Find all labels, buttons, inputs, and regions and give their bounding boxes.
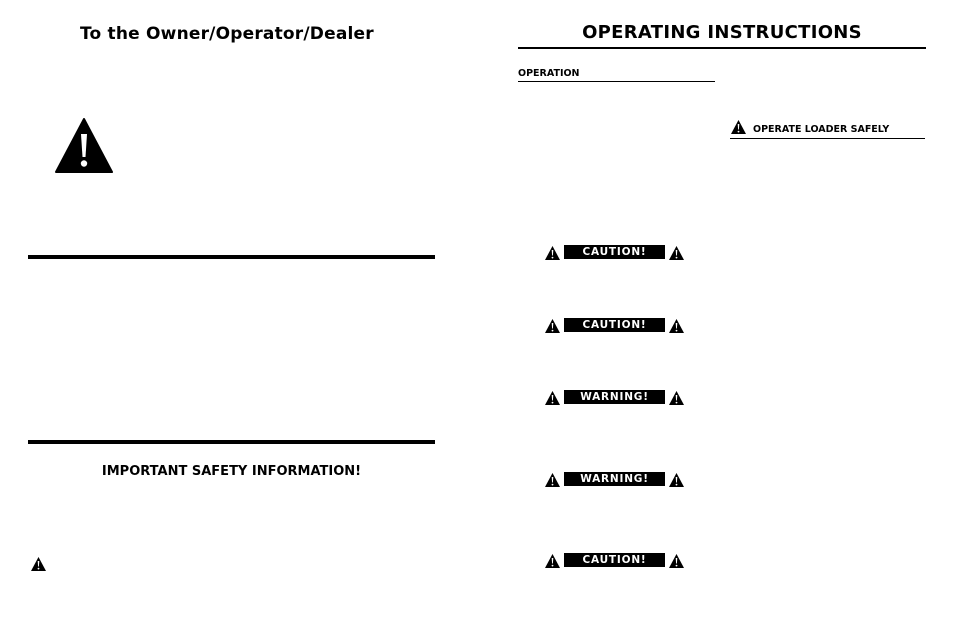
- operate-loader-safely-heading: OPERATE LOADER SAFELY: [753, 124, 890, 135]
- warning-triangle-icon: [668, 318, 685, 334]
- caution-label-1: [544, 244, 686, 262]
- warning-label-text: WARNING!: [564, 390, 665, 404]
- caution-label-2: [544, 317, 686, 335]
- section-divider-bottom: [28, 440, 435, 444]
- safety-info-heading: IMPORTANT SAFETY INFORMATION!: [101, 464, 362, 479]
- caution-label-3: [544, 552, 686, 570]
- warning-triangle-icon: [668, 390, 685, 406]
- right-page-title: OPERATING INSTRUCTIONS: [582, 22, 862, 43]
- warning-label-text: WARNING!: [564, 472, 665, 486]
- small-warning-triangle-icon: [30, 556, 47, 572]
- warning-triangle-icon: [544, 318, 561, 334]
- warning-triangle-icon: [668, 553, 685, 569]
- operation-underline: [518, 81, 715, 82]
- operate-safely-warning-icon: [730, 119, 747, 135]
- warning-triangle-icon: [668, 472, 685, 488]
- section-divider-top: [28, 255, 435, 259]
- operate-safely-underline: [730, 138, 925, 139]
- warning-triangle-icon: [544, 472, 561, 488]
- warning-triangle-icon: [544, 390, 561, 406]
- operation-heading: OPERATION: [518, 68, 580, 79]
- warning-label-2: [544, 471, 686, 489]
- caution-label-text: CAUTION!: [564, 553, 665, 567]
- warning-label-1: [544, 389, 686, 407]
- warning-triangle-icon: [544, 553, 561, 569]
- caution-label-text: CAUTION!: [564, 318, 665, 332]
- warning-triangle-icon: [544, 245, 561, 261]
- warning-triangle-icon: [668, 245, 685, 261]
- large-warning-triangle-icon: [54, 117, 114, 174]
- left-page-title: To the Owner/Operator/Dealer: [80, 24, 374, 44]
- title-underline: [518, 47, 926, 49]
- caution-label-text: CAUTION!: [564, 245, 665, 259]
